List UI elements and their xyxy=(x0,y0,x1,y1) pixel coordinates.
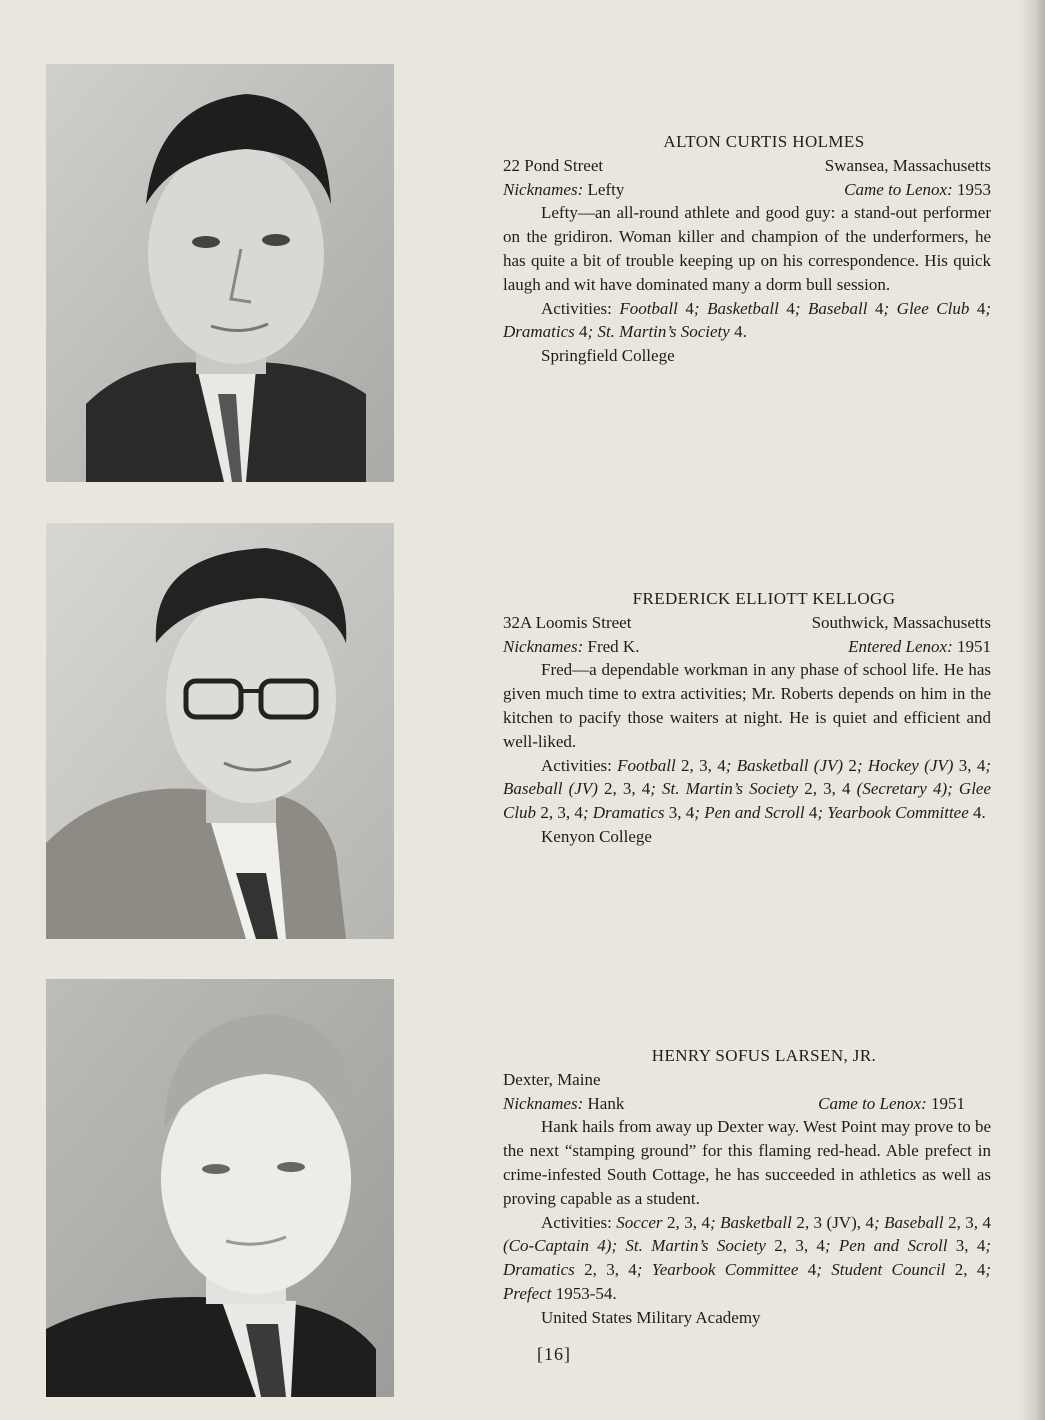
street-address: 22 Pond Street xyxy=(503,155,604,175)
nicknames xyxy=(503,635,639,659)
nicknames-value: Lefty xyxy=(587,179,625,199)
entry-kellogg xyxy=(503,587,991,849)
activity-item: Prefect 1953-54. xyxy=(503,1283,617,1303)
nicknames xyxy=(503,178,624,202)
activity-item: Basketball 4; xyxy=(707,298,808,318)
activities xyxy=(503,754,991,825)
biography: Hank hails from away up Dexter way. West Point may prove to be the next “stamping ground” for this flaming red-head. Able prefect in crime-infested South Cottage, he has succeeded in athletics as well as proving capable as a student. xyxy=(503,1117,991,1208)
activity-item: Yearbook Committee 4. xyxy=(827,803,986,823)
activity-item: Pen and Scroll 3, 4; xyxy=(838,1236,991,1256)
biography: Fred—a dependable workman in any phase of school life. He has given much time to extra activities; Mr. Roberts depends on him in the kitchen to pacify those waiters at night. He is quiet and efficient and well-liked. xyxy=(503,660,991,751)
lenox-label: Came to Lenox: xyxy=(844,179,953,199)
nicknames xyxy=(503,1092,624,1116)
address-row xyxy=(503,154,991,178)
entry-larsen xyxy=(503,1044,991,1330)
nickname-row xyxy=(503,178,991,202)
lenox-year-value: 1951 xyxy=(931,1093,965,1113)
activity-item: Football 4; xyxy=(619,298,708,318)
activity-item: Student Council 2, 4; xyxy=(831,1260,991,1280)
college: United States Military Academy xyxy=(541,1307,761,1327)
activity-item: Soccer 2, 3, 4; xyxy=(616,1212,721,1232)
activity-item: St. Martin’s Society 4. xyxy=(597,322,747,342)
portrait-photo-kellogg xyxy=(46,523,394,939)
nicknames-value: Hank xyxy=(587,1093,625,1113)
hometown: Southwick, Massachusetts xyxy=(811,612,991,632)
activity-item: Yearbook Committee 4; xyxy=(651,1260,832,1280)
portrait-photo-holmes xyxy=(46,64,394,482)
lenox-year xyxy=(818,1092,965,1116)
activity-item: Glee Club 4; xyxy=(896,298,991,318)
activity-item: Football 2, 3, 4; xyxy=(617,755,737,775)
college: Kenyon College xyxy=(541,826,652,846)
hometown: Swansea, Massachusetts xyxy=(824,155,991,175)
activity-item: Dramatics 2, 3, 4; xyxy=(503,1260,652,1280)
nicknames-label: Nicknames: xyxy=(503,636,584,656)
address-row xyxy=(503,611,991,635)
activity-item: Pen and Scroll 4; xyxy=(704,803,828,823)
college: Springfield College xyxy=(541,346,675,366)
activity-item: Baseball 2, 3, 4 (Co-Captain 4); xyxy=(503,1212,992,1256)
activity-item: Baseball (JV) 2, 3, 4; xyxy=(503,779,663,799)
activities xyxy=(503,297,991,345)
nicknames-label: Nicknames: xyxy=(503,179,584,199)
street-address: Dexter, Maine xyxy=(503,1069,601,1089)
student-name: ALTON CURTIS HOLMES xyxy=(663,132,865,151)
activity-item: Baseball 4; xyxy=(808,298,897,318)
page-number: [16] xyxy=(537,1344,571,1364)
nicknames-value: Fred K. xyxy=(587,636,640,656)
activity-item: St. Martin’s Society 2, 3, 4 (Secretary 4); xyxy=(662,779,959,799)
activities-label: Activities: xyxy=(541,298,620,318)
student-name: HENRY SOFUS LARSEN, JR. xyxy=(651,1046,877,1065)
activities-label: Activities: xyxy=(541,755,618,775)
activity-item: Glee Club 2, 3, 4; xyxy=(503,779,992,823)
activities-label: Activities: xyxy=(541,1212,617,1232)
lenox-label: Entered Lenox: xyxy=(848,636,953,656)
nickname-row xyxy=(503,635,991,659)
activity-item: Basketball (JV) 2; xyxy=(736,755,868,775)
student-name: FREDERICK ELLIOTT KELLOGG xyxy=(632,589,896,608)
portrait-photo-larsen xyxy=(46,979,394,1397)
activity-item: Hockey (JV) 3, 4; xyxy=(867,755,991,775)
nicknames-label: Nicknames: xyxy=(503,1093,584,1113)
page-binding-shadow xyxy=(1019,0,1045,1420)
activity-item: Basketball 2, 3 (JV), 4; xyxy=(720,1212,885,1232)
entry-holmes xyxy=(503,130,991,368)
lenox-label: Came to Lenox: xyxy=(818,1093,927,1113)
activity-item: Dramatics 4; xyxy=(503,322,598,342)
address-row xyxy=(503,1068,991,1092)
street-address: 32A Loomis Street xyxy=(503,612,632,632)
lenox-year xyxy=(848,635,991,659)
nickname-row xyxy=(503,1092,991,1116)
activities xyxy=(503,1211,991,1306)
activity-item: Dramatics 3, 4; xyxy=(592,803,705,823)
lenox-year-value: 1953 xyxy=(957,179,991,199)
biography: Lefty—an all-round athlete and good guy: a stand-out performer on the gridiron. Woman killer and champion of the underformers, he has quite a bit of trouble keeping up on his correspondence. His quick laugh and wit have dominated many a dorm bull session. xyxy=(503,203,991,294)
activity-item: St. Martin’s Society 2, 3, 4; xyxy=(625,1236,839,1256)
lenox-year-value: 1951 xyxy=(957,636,991,656)
lenox-year xyxy=(844,178,991,202)
